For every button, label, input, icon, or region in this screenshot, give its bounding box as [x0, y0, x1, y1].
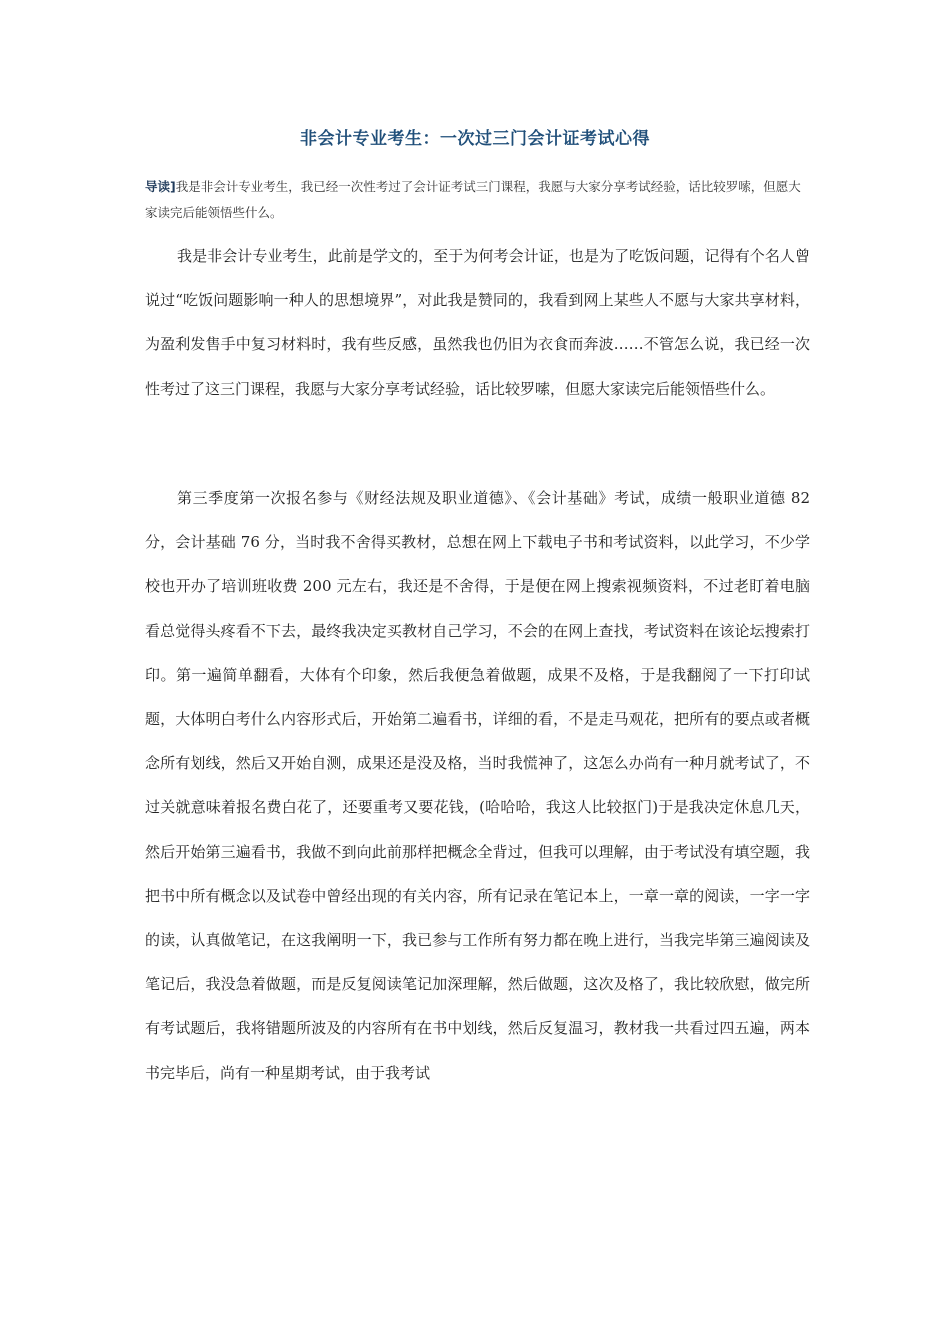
document-title: 非会计专业考生：一次过三门会计证考试心得 — [300, 129, 650, 149]
intro-summary — [145, 174, 810, 226]
body-paragraph-2: 第三季度第一次报名参与《财经法规及职业道德》、《会计基础》考试，成绩一般职业道德 82 分，会计基础 76 分，当时我不舍得买教材，总想在网上下载电子书和考试资料，以此学习，不少学校也开办了培训班收费 200 元左右，我还是不舍得，于是便在网上搜索视频资料，不过老盯着电脑看总觉得头疼看不下去，最终我决定买教材自己学习，不会的在网上查找，考试资料在该论坛搜索打印。第一遍简单翻看，大体有个印象，然后我便急着做题，成果不及格，于是我翻阅了一下打印试题，大体明白考什么内容形式后，开始第二遍看书，详细的看，不是走马观花，把所有的要点或者概念所有划线，然后又开始自测，成果还是没及格，当时我慌神了，这怎么办尚有一种月就考试了，不过关就意味着报名费白花了，还要重考又要花钱，(哈哈哈，我这人比较抠门)于是我决定休息几天，然后开始第三遍看书，我做不到向此前那样把概念全背过，但我可以理解，由于考试没有填空题，我把书中所有概念以及试卷中曾经出现的有关内容，所有记录在笔记本上，一章一章的阅读，一字一字的读，认真做笔记，在这我阐明一下，我已参与工作所有努力都在晚上进行，当我完毕第三遍阅读及笔记后，我没急着做题，而是反复阅读笔记加深理解，然后做题，这次及格了，我比较欣慰，做完所有考试题后，我将错题所波及的内容所有在书中划线，然后反复温习，教材我一共看过四五遍，两本书完毕后，尚有一种星期考试，由于我考试 — [145, 489, 810, 1082]
intro-lead-label: 导读] — [145, 179, 176, 194]
body-paragraph-1: 我是非会计专业考生，此前是学文的，至于为何考会计证，也是为了吃饭问题，记得有个名人曾说过“吃饭问题影响一种人的思想境界”，对此我是赞同的，我看到网上某些人不愿与大家共享材料，为盈利发售手中复习材料时，我有些反感，虽然我也仍旧为衣食而奔波……不管怎么说，我已经一次性考过了这三门课程，我愿与大家分享考试经验，话比较罗嗦，但愿大家读完后能领悟些什么。 — [145, 247, 810, 398]
intro-text: 我是非会计专业考生，我已经一次性考过了会计证考试三门课程，我愿与大家分享考试经验，话比较罗嗦，但愿大家读完后能领悟些什么。 — [145, 179, 801, 220]
